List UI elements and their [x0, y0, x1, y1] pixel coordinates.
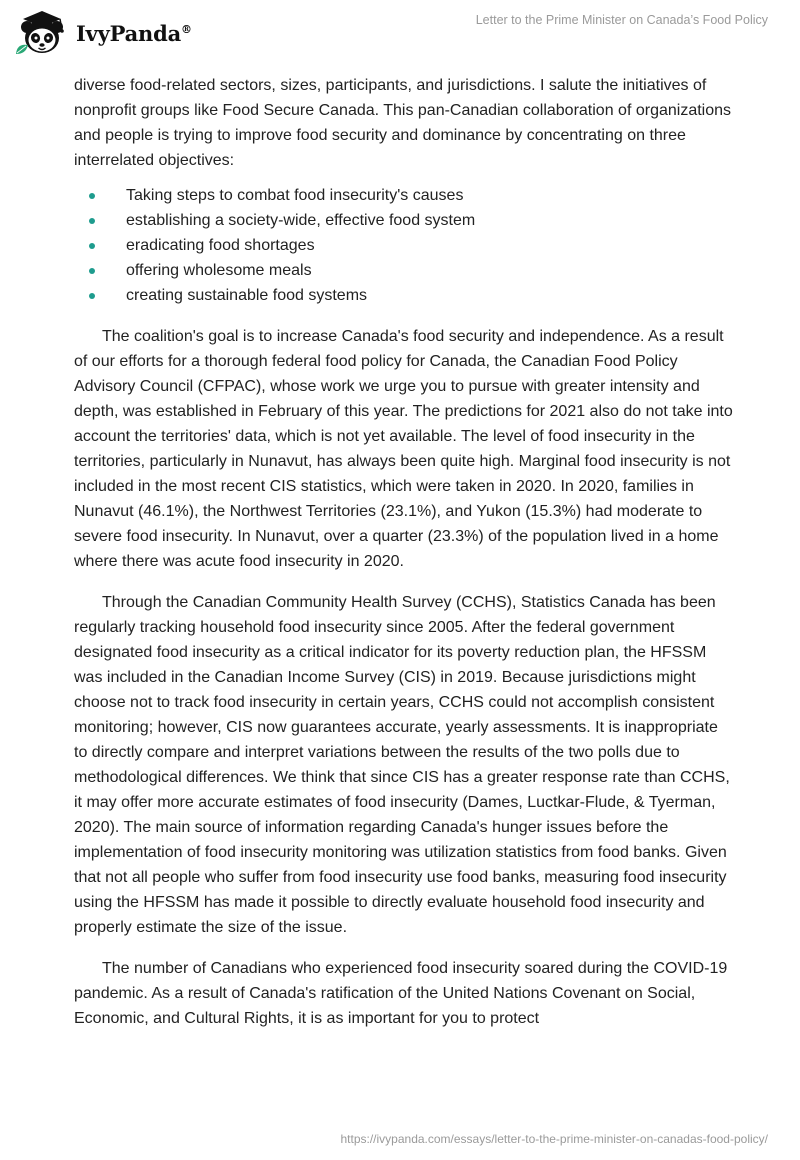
bullet-icon	[89, 293, 95, 299]
list-item	[74, 233, 734, 258]
list-item-text: offering wholesome meals	[126, 262, 312, 279]
list-item	[74, 183, 734, 208]
bullet-icon	[89, 268, 95, 274]
document-title: Letter to the Prime Minister on Canada’s Food Policy	[475, 13, 768, 27]
brand-name	[76, 21, 192, 46]
body-paragraph: The number of Canadians who experienced food insecurity soared during the COVID-19 pandemic. As a result of Canada's ratification of the United Nations Covenant on Social, Economic, and Cultural Rights, it is as important for you to protect	[74, 960, 728, 1027]
body-paragraph: Through the Canadian Community Health Survey (CCHS), Statistics Canada has been regularly tracking household food insecurity since 2005. After the federal government designated food insecurity as a critical indicator for its poverty reduction plan, the HFSSM was included in the Canadian Income Survey (CIS) in 2019. Because jurisdictions might choose not to track food insecurity in certain years, CCHS could not accomplish consistent monitoring; however, CIS now guarantees accurate, yearly assessments. It is inappropriate to directly compare and interpret variations between the results of the two polls due to methodological differences. We think that since CIS has a greater response rate than CCHS, it may offer more accurate estimates of food insecurity (Dames, Luctkar-Flude, & Tyerman, 2020). The main source of information regarding Canada's hunger issues before the implementation of food insecurity monitoring was utilization statistics from food banks. Given that not all people who suffer from food insecurity use food banks, measuring food insecurity using the HFSSM has made it possible to directly evaluate household food insecurity and properly estimate the size of the issue.	[74, 594, 730, 936]
page-header	[0, 0, 800, 70]
essay-body	[74, 73, 734, 1031]
list-item	[74, 208, 734, 233]
registered-mark: ®	[181, 22, 192, 36]
panda-graduate-icon	[14, 10, 70, 56]
intro-paragraph: diverse food-related sectors, sizes, participants, and jurisdictions. I salute the initiatives of nonprofit groups like Food Secure Canada. This pan-Canadian collaboration of organizations and people is trying to improve food security and dominance by concentrating on three interrelated objectives:	[74, 77, 732, 169]
ivypanda-logo[interactable]	[14, 10, 192, 56]
bullet-icon	[89, 243, 95, 249]
brand-wordmark: IvyPanda	[76, 20, 182, 46]
list-item-text: creating sustainable food systems	[126, 287, 368, 304]
objectives-list	[74, 183, 734, 308]
list-item-text: Taking steps to combat food insecurity's causes	[126, 187, 464, 204]
list-item-text: eradicating food shortages	[126, 237, 315, 254]
list-item	[74, 283, 734, 308]
list-item-text: establishing a society-wide, effective food system	[126, 212, 476, 229]
list-item	[74, 258, 734, 283]
source-url[interactable]: https://ivypanda.com/essays/letter-to-the-prime-minister-on-canadas-food-policy/	[340, 1132, 768, 1146]
body-paragraph: The coalition's goal is to increase Canada's food security and independence. As a result of our efforts for a thorough federal food policy for Canada, the Canadian Food Policy Advisory Council (CFPAC), whose work we urge you to pursue with greater intensity and depth, was established in February of this year. The predictions for 2021 also do not take into account the territories' data, which is not yet available. The level of food insecurity in the territories, particularly in Nunavut, has always been quite high. Marginal food insecurity is not included in the most recent CIS statistics, which were taken in 2020. In 2020, families in Nunavut (46.1%), the Northwest Territories (23.1%), and Yukon (15.3%) had moderate to severe food insecurity. In Nunavut, over a quarter (23.3%) of the population lived in a home where there was acute food insecurity in 2020.	[74, 328, 733, 570]
bullet-icon	[89, 193, 95, 199]
bullet-icon	[89, 218, 95, 224]
